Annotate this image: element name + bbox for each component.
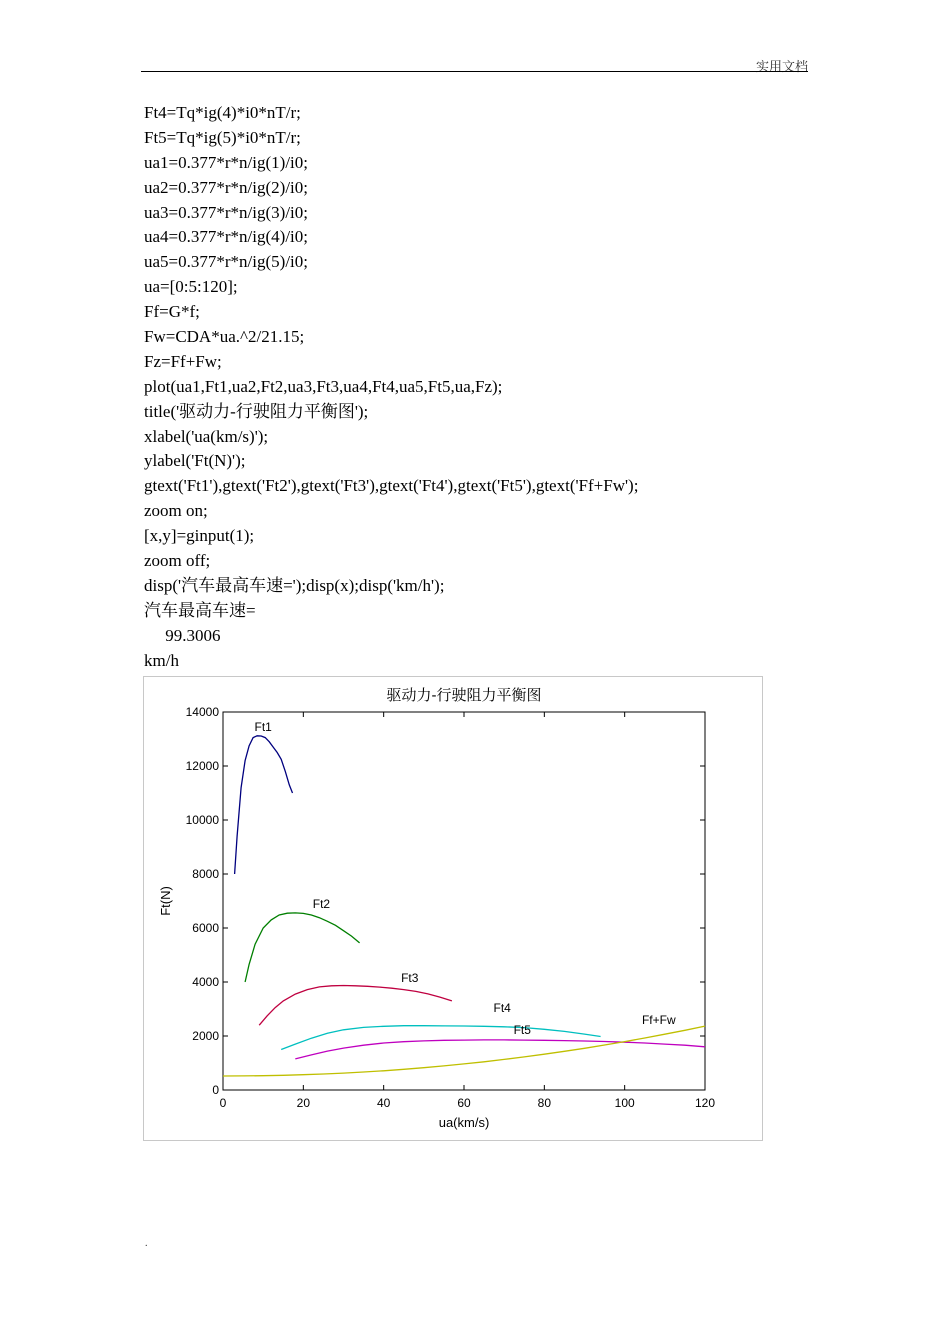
x-tick-label: 20	[296, 1096, 311, 1110]
curve-annotation: Ft2	[312, 896, 331, 911]
code-line: gtext('Ft1'),gtext('Ft2'),gtext('Ft3'),gtext('Ft4'),gtext('Ft5'),gtext('Ff+Fw');	[144, 476, 639, 496]
x-tick-label: 60	[457, 1096, 471, 1110]
chart-figure	[143, 676, 763, 1141]
chart-title: 驱动力-行驶阻力平衡图	[386, 687, 542, 704]
code-line: ua3=0.377*r*n/ig(3)/i0;	[144, 202, 308, 222]
footer-mark: .	[145, 1238, 148, 1249]
curve-annotation: Ft4	[493, 1000, 511, 1015]
code-line: xlabel('ua(km/s)');	[144, 426, 269, 446]
x-tick-label: 120	[694, 1096, 716, 1110]
code-line: ua2=0.377*r*n/ig(2)/i0;	[144, 177, 308, 197]
header-rule	[141, 71, 808, 72]
code-line: ua4=0.377*r*n/ig(4)/i0;	[144, 227, 308, 247]
code-line: km/h	[144, 650, 179, 670]
code-line: Ft5=Tq*ig(5)*i0*nT/r;	[144, 127, 301, 147]
curve-annotation: Ft5	[513, 1022, 531, 1037]
code-line: 汽车最高车速=	[144, 600, 256, 620]
code-block	[144, 101, 804, 673]
y-tick-label: 12000	[185, 759, 219, 773]
code-line: ua5=0.377*r*n/ig(5)/i0;	[144, 252, 308, 272]
code-line: title('驱动力-行驶阻力平衡图');	[144, 401, 369, 421]
code-line: zoom on;	[144, 501, 208, 521]
curve-annotation: Ft3	[401, 971, 419, 985]
page-header-text: 实用文档	[755, 59, 808, 74]
code-line: ua1=0.377*r*n/ig(1)/i0;	[144, 152, 308, 172]
code-line: Ft4=Tq*ig(4)*i0*nT/r;	[144, 103, 301, 122]
code-line: ua=[0:5:120];	[144, 277, 238, 297]
y-tick-label: 4000	[192, 975, 219, 989]
y-tick-label: 10000	[185, 813, 219, 827]
code-line: plot(ua1,Ft1,ua2,Ft2,ua3,Ft3,ua4,Ft4,ua5,Ft5,ua,Fz);	[144, 376, 503, 396]
y-tick-label: 0	[212, 1083, 219, 1097]
y-tick-label: 6000	[192, 921, 219, 935]
plot-area	[223, 712, 705, 1090]
code-line: ylabel('Ft(N)');	[144, 451, 246, 471]
x-axis-label: ua(km/s)	[438, 1115, 490, 1130]
y-tick-label: 8000	[192, 867, 219, 881]
y-tick-label: 2000	[192, 1029, 219, 1043]
x-tick-label: 100	[614, 1096, 635, 1110]
curve-annotation: Ff+Fw	[641, 1012, 676, 1027]
code-line: Fw=CDA*ua.^2/21.15;	[144, 327, 305, 347]
x-tick-label: 0	[219, 1096, 227, 1110]
code-line: Ff=G*f;	[144, 302, 200, 322]
code-line: zoom off;	[144, 551, 211, 571]
code-line: 99.3006	[144, 625, 221, 645]
x-tick-label: 40	[376, 1096, 391, 1110]
x-tick-label: 80	[537, 1096, 552, 1110]
code-line: [x,y]=ginput(1);	[144, 526, 255, 546]
curve-annotation: Ft1	[254, 719, 272, 734]
y-tick-label: 14000	[185, 705, 219, 719]
code-line: Fz=Ff+Fw;	[144, 351, 222, 371]
code-line: disp('汽车最高车速=');disp(x);disp('km/h');	[144, 575, 445, 595]
y-axis-label: Ft(N)	[158, 886, 173, 916]
force-balance-chart	[144, 677, 762, 1140]
